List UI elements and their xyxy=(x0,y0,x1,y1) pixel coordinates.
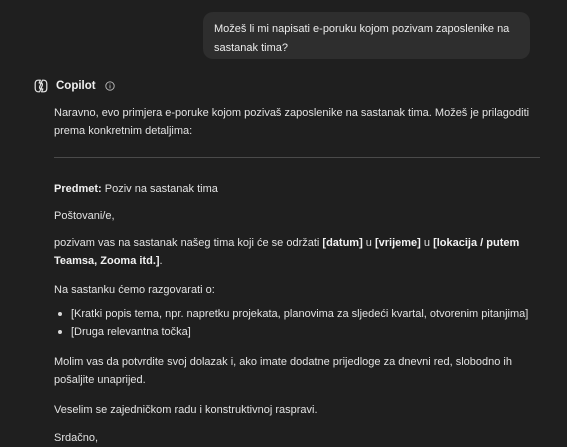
placeholder-time: [vrijeme] xyxy=(374,237,421,249)
bullet-icon xyxy=(58,312,62,316)
list-item-text: [Druga relevantna točka] xyxy=(71,326,191,338)
email-looking-forward: Veselim se zajedničkom radu i konstruktivnoj raspravi. xyxy=(54,404,318,416)
bullet-icon xyxy=(58,330,62,334)
subject-label: Predmet: xyxy=(54,183,102,195)
assistant-header xyxy=(33,77,115,95)
email-invite xyxy=(54,234,540,270)
email-subject xyxy=(54,180,540,198)
email-closing: Srdačno, xyxy=(54,432,99,444)
assistant-response xyxy=(54,104,540,447)
invite-text: pozivam vas na sastanak našeg tima koji će se održati xyxy=(54,237,323,249)
agenda-label: Na sastanku ćemo razgovarati o: xyxy=(54,284,215,296)
agenda-list xyxy=(54,305,540,341)
copilot-logo-icon xyxy=(33,78,49,94)
user-message-text: Možeš li mi napisati e-poruku kojom pozivam zaposlenike na sastanak tima? xyxy=(214,23,510,54)
invite-text: u xyxy=(362,237,375,249)
info-icon[interactable] xyxy=(105,81,115,91)
list-item xyxy=(54,305,540,323)
user-message-bubble xyxy=(203,12,530,59)
assistant-name: Copilot xyxy=(56,80,96,92)
email-confirm: Molim vas da potvrdite svoj dolazak i, ako imate dodatne prijedloge za dnevni red, slobodno ih pošaljite unaprijed. xyxy=(54,356,512,386)
placeholder-date: [datum] xyxy=(322,237,363,249)
response-intro: Naravno, evo primjera e-poruke kojom pozivaš zaposlenike na sastanak tima. Možeš je prilagoditi prema konkretnim detaljima: xyxy=(54,107,530,137)
divider xyxy=(54,157,540,158)
placeholder-location: [lokacija / putem Teamsa, Zooma itd.] xyxy=(54,237,520,267)
email-greeting: Poštovani/e, xyxy=(54,210,115,222)
list-item-text: [Kratki popis tema, npr. napretku projekata, planovima za sljedeći kvartal, otvorenim pitanjima] xyxy=(71,308,529,320)
list-item xyxy=(54,323,540,341)
invite-text: u xyxy=(420,237,434,249)
invite-text: . xyxy=(159,255,163,267)
subject-text: Poziv na sastanak tima xyxy=(101,183,218,195)
